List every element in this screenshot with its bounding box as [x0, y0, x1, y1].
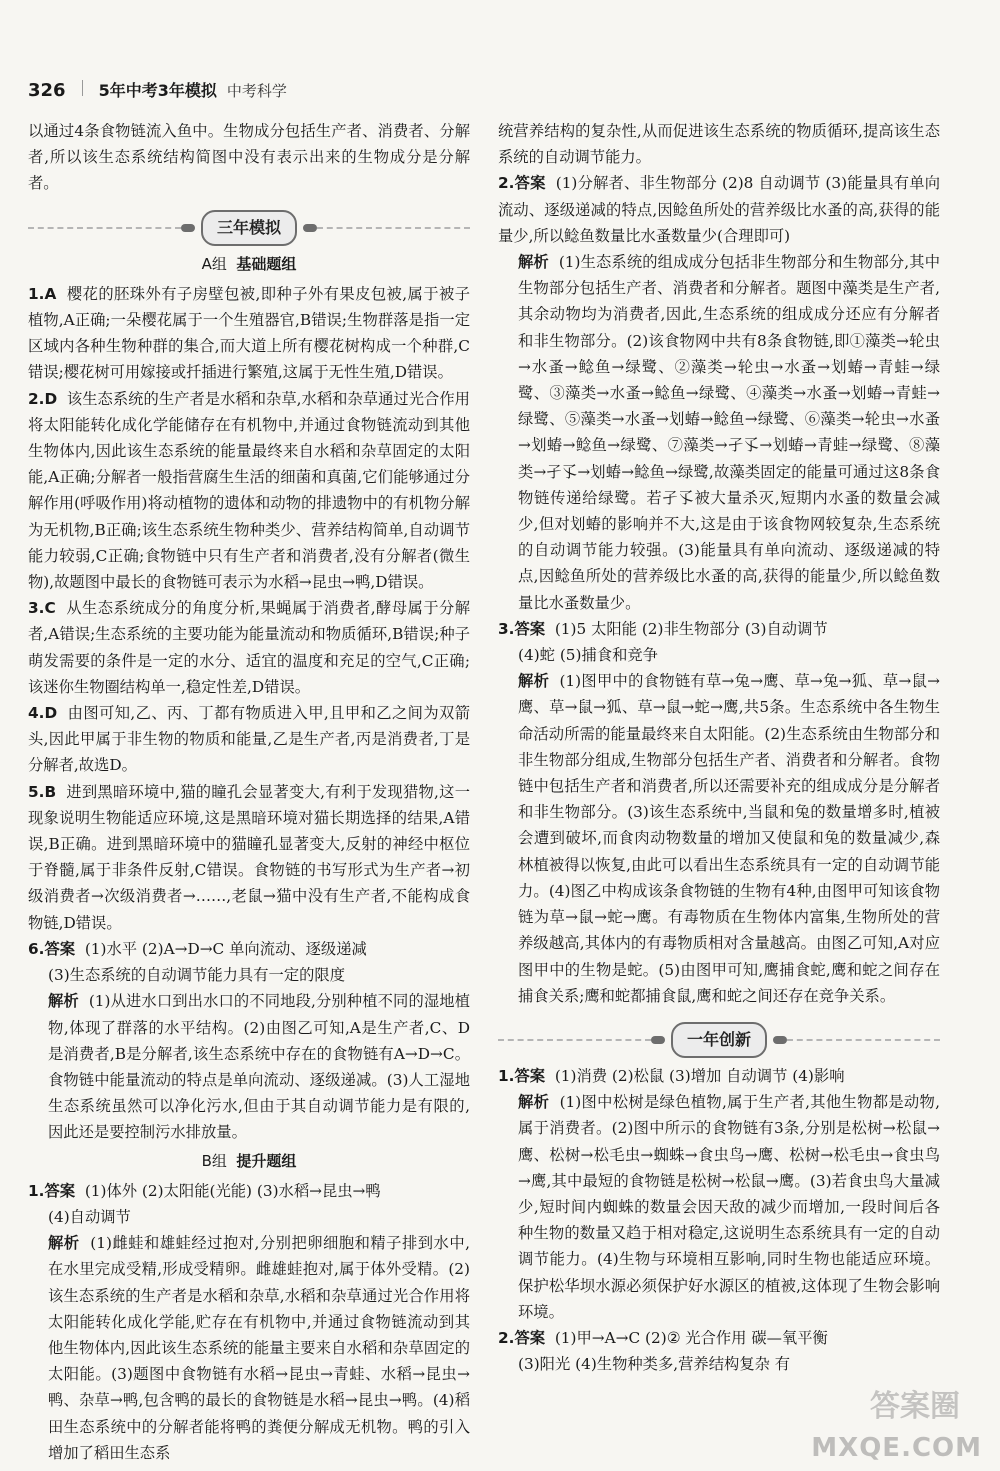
answer-continued: (4)蛇 (5)捕食和竞争	[518, 646, 658, 665]
banner-title: 一年创新	[671, 1022, 767, 1058]
analysis-tag: 解析	[518, 253, 549, 272]
question-item	[28, 779, 470, 936]
answer-tag: 答案	[514, 1066, 546, 1085]
question-item	[28, 281, 470, 386]
question-number: 5.B	[28, 782, 57, 801]
group-a-title: 基础题组	[236, 254, 297, 273]
question-number: 1.	[28, 1181, 45, 1200]
question-6-answer	[28, 936, 470, 962]
question-item	[28, 595, 470, 700]
page-header	[28, 78, 287, 110]
left-column	[28, 118, 470, 1466]
banner-line	[498, 1039, 651, 1041]
question-b1-answer	[28, 1178, 470, 1204]
question-text: 樱花的胚珠外有子房壁包被,即种子外有果皮包被,属于被子植物,A正确;一朵樱花属于一个生殖器官,B错误;生物群落是指一定区域内各种生物种群的集合,而大道上所有樱花树构成一个种群,C错误;樱花树可用嫁接或扦插进行繁殖,这属于无性生殖,D错误。	[28, 284, 470, 382]
banner-line	[28, 227, 181, 229]
banner-dot	[773, 1036, 787, 1044]
answer-continued: (4)自动调节	[48, 1207, 131, 1226]
question-number: 2.	[498, 174, 515, 193]
group-b-heading	[28, 1148, 470, 1174]
question-text: 由图可知,乙、丙、丁都有物质进入甲,且甲和乙之间为双箭头,因此甲属于非生物的物质和能量,乙是生产者,丙是消费者,丁是分解者,故选D。	[28, 704, 470, 775]
question-number: 4.D	[28, 704, 58, 723]
answer-text: (1)甲→A→C (2)② 光合作用 碳—氧平衡	[554, 1328, 828, 1347]
banner-line	[787, 1039, 940, 1041]
answer-text: (1)体外 (2)太阳能(光能) (3)水稻→昆虫→鸭	[84, 1181, 381, 1200]
group-a-label: A组	[201, 254, 227, 273]
banner-dot	[651, 1036, 665, 1044]
right-column	[498, 118, 940, 1377]
question-text: 该生态系统的生产者是水稻和杂草,水稻和杂草通过光合作用将太阳能转化成化学能储存在有机物中,并通过食物链流动到其他生物体内,因此该生态系统的能量最终来自水稻和杂草固定的太阳能,A正确;分解者一般指营腐生生活的细菌和真菌,它们能够通过分解作用(呼吸作用)将动植物的遗体和动物的排遗物中的有机物分解为无机物,B正确;该生态系统生物种类少、营养结构简单,自动调节能力较弱,C正确;食物链中只有生产者和消费者,没有分解者(微生物),故题图中最长的食物链可表示为水稻→昆虫→鸭,D错误。	[28, 389, 470, 592]
question-number: 3.	[498, 619, 515, 638]
page-number: 326	[28, 80, 66, 101]
section-banner-one-year	[498, 1023, 940, 1057]
watermark-url: MXQE.COM	[811, 1433, 982, 1463]
question-number: 2.D	[28, 389, 58, 408]
question-number: 3.C	[28, 599, 56, 618]
question-n1-analysis	[498, 1089, 940, 1325]
banner-line	[317, 227, 470, 229]
answer-text: (1)消费 (2)松鼠 (3)增加 自动调节 (4)影响	[554, 1066, 845, 1085]
question-number: 1.	[498, 1066, 515, 1085]
answer-text: (1)分解者、非生物部分 (2)8 自动调节 (3)能量具有单向流动、逐级递减的特点,因鲶鱼所处的营养级比水蚤的高,获得的能量少,所以鲶鱼数量比水蚤数量少(合理即可)	[498, 174, 940, 245]
answer-continued: (3)阳光 (4)生物种类多,营养结构复杂 有	[518, 1355, 791, 1374]
watermark-logo: 答案圈	[870, 1389, 960, 1424]
analysis-text: (1)从进水口到出水口的不同地段,分别种植不同的湿地植物,体现了群落的水平结构。(2)由图乙可知,A是生产者,C、D是消费者,B是分解者,该生态系统中存在的食物链有A→D→C。食物链中能量流动的特点是单向流动、逐级递减。(3)人工湿地生态系统虽然可以净化污水,但由于其自动调节能力是有限的,因此还是要控制污水排放量。	[48, 992, 470, 1142]
group-a-heading	[28, 251, 470, 277]
analysis-tag: 解析	[48, 992, 79, 1011]
banner-dot	[303, 224, 317, 232]
question-b1-analysis	[28, 1230, 470, 1466]
left-intro-text: 以通过4条食物链流入鱼中。生物成分包括生产者、消费者、分解者,所以该生态系统结构简图中没有表示出来的生物成分是分解者。	[28, 122, 470, 193]
question-6-analysis	[28, 988, 470, 1145]
answer-continued: (3)生态系统的自动调节能力具有一定的限度	[48, 966, 346, 985]
question-text: 进到黑暗环境中,猫的瞳孔会显著变大,有利于发现猎物,这一现象说明生物能适应环境,这是黑暗环境对猫长期选择的结果,A错误,B正确。进到黑暗环境中的猫瞳孔显著变大,反射的神经中枢位于脊髓,属于非条件反射,C错误。食物链的书写形式为生产者→初级消费者→次级消费者→……,老鼠→猫中没有生产者,不能构成食物链,D错误。	[28, 782, 470, 932]
header-divider	[82, 80, 83, 96]
question-text: 从生态系统成分的角度分析,果蝇属于消费者,酵母属于分解者,A错误;生态系统的主要功能为能量流动和物质循环,B错误;种子萌发需要的条件是一定的水分、适宜的温度和充足的空气,C正确;该迷你生物圈结构单一,稳定性差,D错误。	[28, 599, 470, 696]
answer-text: (1)5 太阳能 (2)非生物部分 (3)自动调节	[554, 619, 828, 638]
analysis-text: (1)生态系统的组成成分包括非生物部分和生物部分,其中生物部分包括生产者、消费者和分解者。题图中藻类是生产者,其余动物均为消费者,因此,生态系统的组成成分还应有分解者和非生物部分。(2)该食物网中共有8条食物链,即①藻类→轮虫→水蚤→鲶鱼→绿鹭、②藻类→轮虫→水蚤→划蝽→青蛙→绿鹭、③藻类→水蚤→鲶鱼→绿鹭、④藻类→水蚤→划蝽→青蛙→绿鹭、⑤藻类→水蚤→划蝽→鲶鱼→绿鹭、⑥藻类→轮虫→水蚤→划蝽→鲶鱼→绿鹭、⑦藻类→孑孓→划蝽→青蛙→绿鹭、⑧藻类→孑孓→划蝽→鲶鱼→绿鹭,故藻类固定的能量可通过这8条食物链传递给绿鹭。若孑孓被大量杀灭,短期内水蚤的数量会减少,但对划蝽的影响并不大,这是由于该食物网较复杂,生态系统的自动调节能力较强。(3)能量具有单向流动、逐级递减的特点,因鲶鱼所处的营养级比水蚤的高,获得的能量少,所以鲶鱼数量比水蚤数量少。	[518, 253, 940, 612]
question-item	[28, 386, 470, 596]
book-title: 5年中考3年模拟	[98, 81, 217, 100]
answer-tag: 答案	[514, 619, 546, 638]
answer-text: (1)水平 (2)A→D→C 单向流动、逐级递减	[84, 939, 367, 958]
question-number: 2.	[498, 1328, 515, 1347]
subject-label: 中考科学	[226, 82, 287, 100]
question-number: 1.A	[28, 284, 57, 303]
right-intro-text: 统营养结构的复杂性,从而促进该生态系统的物质循环,提高该生态系统的自动调节能力。	[498, 122, 940, 167]
question-n1-answer	[498, 1063, 940, 1089]
group-b-label: B组	[201, 1151, 227, 1170]
group-b-title: 提升题组	[236, 1151, 297, 1170]
answer-tag: 答案	[514, 174, 546, 193]
analysis-tag: 解析	[48, 1234, 80, 1253]
analysis-text: (1)雌蛙和雄蛙经过抱对,分别把卵细胞和精子排到水中,在水里完成受精,形成受精卵。雌雄蛙抱对,属于体外受精。(2)该生态系统的生产者是水稻和杂草,水稻和杂草通过光合作用将太阳能转化成化学能,贮存在有机物中,并通过食物链流动到其他生物体内,因此该生态系统的能量主要来自水稻和杂草固定的太阳能。(3)题图中食物链有水稻→昆虫→青蛙、水稻→昆虫→鸭、杂草→鸭,包含鸭的最长的食物链是水稻→昆虫→鸭。(4)稻田生态系统中的分解者能将鸭的粪便分解成无机物。鸭的引入增加了稻田生态系	[48, 1234, 470, 1462]
banner-dot	[181, 224, 195, 232]
answer-tag: 答案	[44, 939, 76, 958]
section-banner-three-year	[28, 211, 470, 245]
question-3-answer	[498, 616, 940, 642]
analysis-tag: 解析	[518, 1093, 550, 1112]
analysis-text: (1)图中松树是绿色植物,属于生产者,其他生物都是动物,属于消费者。(2)图中所示的食物链有3条,分别是松树→松鼠→鹰、松树→松毛虫→蜘蛛→食虫鸟→鹰、松树→松毛虫→食虫鸟→鹰,其中最短的食物链是松树→松鼠→鹰。(3)若食虫鸟大量减少,短时间内蜘蛛的数量会因天敌的减少而增加,一段时间后各种生物的数量又趋于相对稳定,这说明生态系统具有一定的自动调节能力。(4)生物与环境相互影响,同时生物也能适应环境。保护松华坝水源必须保护好水源区的植被,这体现了生物会影响环境。	[518, 1093, 940, 1321]
question-number: 6.	[28, 939, 45, 958]
answer-tag: 答案	[514, 1328, 546, 1347]
analysis-text: (1)图甲中的食物链有草→兔→鹰、草→兔→狐、草→鼠→鹰、草→鼠→狐、草→鼠→蛇→鹰,共5条。生态系统中各生物生命活动所需的能量最终来自太阳能。(2)生态系统由生物部分和非生物部分组成,生物部分包括生产者、消费者和分解者。食物链中包括生产者和消费者,所以还需要补充的组成成分是分解者和非生物部分。(3)该生态系统中,当鼠和兔的数量增多时,植被会遭到破坏,而食肉动物数量的增加又使鼠和兔的数量减少,森林植被得以恢复,由此可以看出生态系统具有一定的自动调节能力。(4)图乙中构成该条食物链的生物有4种,由图甲可知该食物链为草→鼠→蛇→鹰。有毒物质在生物体内富集,生物所处的营养级越高,其体内的有毒物质相对含量越高。由图乙可知,A对应图甲中的生物是蛇。(5)由图甲可知,鹰捕食蛇,鹰和蛇之间存在捕食关系;鹰和蛇都捕食鼠,鹰和蛇之间还存在竞争关系。	[518, 672, 940, 1005]
question-n2-answer	[498, 1325, 940, 1351]
banner-title: 三年模拟	[201, 210, 297, 246]
question-3-analysis	[498, 668, 940, 1009]
question-2-answer	[498, 170, 940, 249]
question-item	[28, 700, 470, 779]
question-2-analysis	[498, 249, 940, 616]
analysis-tag: 解析	[518, 672, 550, 691]
answer-tag: 答案	[44, 1181, 76, 1200]
